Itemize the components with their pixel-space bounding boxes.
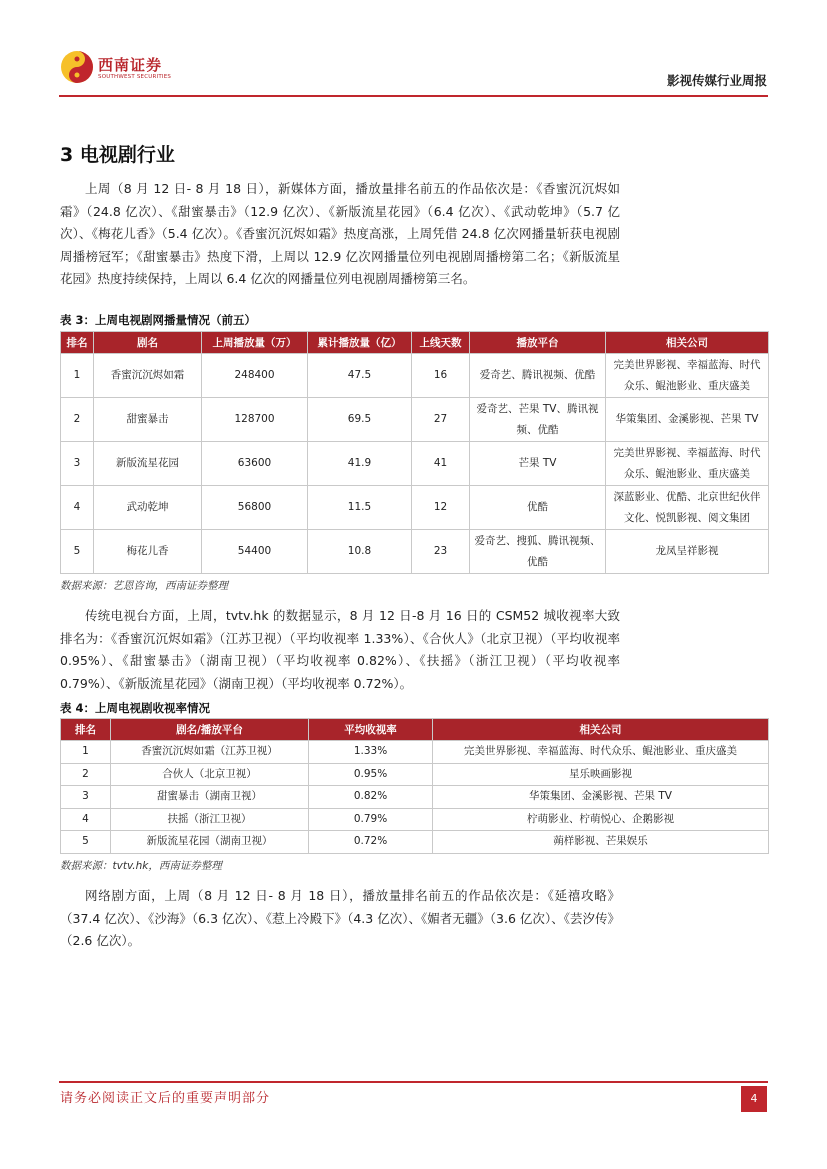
platform-cell: 爱奇艺、芒果 TV、腾讯视频、优酷 [470, 398, 606, 442]
header-cell: 平均收视率 [309, 719, 433, 741]
table-web-views [60, 331, 769, 574]
header-cell: 累计播放量（亿） [308, 332, 412, 354]
company-cell: 龙凤呈祥影视 [606, 530, 769, 574]
header-cell: 上线天数 [412, 332, 470, 354]
total-views-cell: 47.5 [308, 354, 412, 398]
total-views-cell: 41.9 [308, 442, 412, 486]
days-cell: 16 [412, 354, 470, 398]
logo-text-cn: 西南证券 [98, 56, 163, 74]
logo-text-en: SOUTHWEST SECURITIES [98, 74, 172, 80]
table4-source: 数据来源：tvtv.hk，西南证券整理 [60, 860, 222, 872]
title-cell: 合伙人（北京卫视） [111, 763, 309, 786]
rank-cell: 5 [61, 831, 111, 854]
weekly-views-cell: 63600 [202, 442, 308, 486]
company-cell: 星乐映画影视 [433, 763, 769, 786]
title-cell: 新版流星花园 [94, 442, 202, 486]
table-row [61, 486, 769, 530]
footer-disclaimer: 请务必阅读正文后的重要声明部分 [60, 1091, 271, 1106]
rating-cell: 0.79% [309, 808, 433, 831]
table-tv-ratings [60, 718, 769, 854]
rank-cell: 4 [61, 808, 111, 831]
paragraph-tv-ratings: 传统电视台方面，上周，tvtv.hk 的数据显示，8 月 12 日-8 月 16 日的 CSM52 城收视率大致排名为：《香蜜沉沉烬如霜》（江苏卫视）（平均收视率 1.33%）、《合伙人》（北京卫视）（平均收视率 0.95%）、《甜蜜暴击》（湖南卫视）（平均收视率 0.82%）、《扶摇》（浙江卫视）（平均收视率 0.79%）、《新版流星花园》（湖南卫视）（平均收视率 0.72%）。 [60, 608, 620, 691]
table-row [61, 398, 769, 442]
table-row [61, 808, 769, 831]
header-cell: 播放平台 [470, 332, 606, 354]
total-views-cell: 11.5 [308, 486, 412, 530]
weekly-views-cell: 248400 [202, 354, 308, 398]
rank-cell: 4 [61, 486, 94, 530]
section-title: 3 电视剧行业 [60, 144, 175, 166]
title-cell: 甜蜜暴击 [94, 398, 202, 442]
title-cell: 扶摇（浙江卫视） [111, 808, 309, 831]
company-cell: 完美世界影视、幸福蓝海、时代众乐、鲲池影业、重庆盛美 [606, 354, 769, 398]
platform-cell: 爱奇艺、搜狐、腾讯视频、优酷 [470, 530, 606, 574]
table-header-row [61, 332, 769, 354]
title-cell: 新版流星花园（湖南卫视） [111, 831, 309, 854]
rating-cell: 0.82% [309, 786, 433, 809]
header-cell: 相关公司 [433, 719, 769, 741]
rank-cell: 5 [61, 530, 94, 574]
weekly-views-cell: 54400 [202, 530, 308, 574]
header-cell: 相关公司 [606, 332, 769, 354]
rank-cell: 2 [61, 763, 111, 786]
title-cell: 武动乾坤 [94, 486, 202, 530]
table4-caption: 表 4：上周电视剧收视率情况 [60, 701, 211, 715]
header-cell: 排名 [61, 332, 94, 354]
report-title: 影视传媒行业周报 [666, 73, 767, 88]
company-cell: 华策集团、金溪影视、芒果 TV [606, 398, 769, 442]
title-cell: 香蜜沉沉烬如霜 [94, 354, 202, 398]
days-cell: 41 [412, 442, 470, 486]
page-number: 4 [741, 1086, 767, 1112]
table-row [61, 354, 769, 398]
table3-source: 数据来源：艺恩咨询，西南证券整理 [60, 580, 228, 592]
table-header-row [61, 719, 769, 741]
company-logo [60, 48, 180, 88]
platform-cell: 芒果 TV [470, 442, 606, 486]
company-cell: 柠萌影业、柠萌悦心、企鹅影视 [433, 808, 769, 831]
table-row [61, 763, 769, 786]
rating-cell: 0.72% [309, 831, 433, 854]
days-cell: 12 [412, 486, 470, 530]
rank-cell: 2 [61, 398, 94, 442]
header-cell: 剧名/播放平台 [111, 719, 309, 741]
header-divider [59, 95, 768, 97]
company-cell: 完美世界影视、幸福蓝海、时代众乐、鲲池影业、重庆盛美 [433, 741, 769, 764]
rating-cell: 1.33% [309, 741, 433, 764]
days-cell: 23 [412, 530, 470, 574]
title-cell: 梅花儿香 [94, 530, 202, 574]
rank-cell: 1 [61, 741, 111, 764]
rank-cell: 1 [61, 354, 94, 398]
rating-cell: 0.95% [309, 763, 433, 786]
days-cell: 27 [412, 398, 470, 442]
rank-cell: 3 [61, 786, 111, 809]
company-cell: 蒴样影视、芒果娱乐 [433, 831, 769, 854]
paragraph-web-series: 网络剧方面，上周（8 月 12 日- 8 月 18 日），播放量排名前五的作品依次是：《延禧攻略》（37.4 亿次）、《沙海》（6.3 亿次）、《惹上冷殿下》（4.3 亿次）、《媚者无疆》（3.6 亿次）、《芸汐传》（2.6 亿次）。 [60, 888, 620, 948]
logo-emblem-icon [60, 50, 94, 84]
weekly-views-cell: 56800 [202, 486, 308, 530]
title-cell: 甜蜜暴击（湖南卫视） [111, 786, 309, 809]
table3-caption: 表 3：上周电视剧网播量情况（前五） [60, 313, 257, 327]
company-cell: 华策集团、金溪影视、芒果 TV [433, 786, 769, 809]
table-row [61, 741, 769, 764]
rank-cell: 3 [61, 442, 94, 486]
company-cell: 完美世界影视、幸福蓝海、时代众乐、鲲池影业、重庆盛美 [606, 442, 769, 486]
total-views-cell: 69.5 [308, 398, 412, 442]
footer-divider [59, 1081, 768, 1083]
header-cell: 剧名 [94, 332, 202, 354]
paragraph-new-media: 上周（8 月 12 日- 8 月 18 日），新媒体方面，播放量排名前五的作品依次是：《香蜜沉沉烬如霜》（24.8 亿次）、《甜蜜暴击》（12.9 亿次）、《新版流星花园》（6.4 亿次）、《武动乾坤》（5.7 亿次）、《梅花儿香》（5.4 亿次）。《香蜜沉沉烬如霜》热度高涨，上周凭借 24.8 亿次网播量斩获电视剧周播榜冠军；《甜蜜暴击》热度下滑，上周以 12.9 亿次网播量位列电视剧周播榜第二名；《新版流星花园》热度持续保持，上周以 6.4 亿次的网播量位列电视剧周播榜第三名。 [60, 181, 620, 286]
table-row [61, 442, 769, 486]
company-cell: 深蓝影业、优酷、北京世纪伙伴文化、悦凯影视、阅文集团 [606, 486, 769, 530]
platform-cell: 爱奇艺、腾讯视频、优酷 [470, 354, 606, 398]
total-views-cell: 10.8 [308, 530, 412, 574]
table-row [61, 530, 769, 574]
title-cell: 香蜜沉沉烬如霜（江苏卫视） [111, 741, 309, 764]
header-cell: 排名 [61, 719, 111, 741]
table-row [61, 831, 769, 854]
header-cell: 上周播放量（万） [202, 332, 308, 354]
weekly-views-cell: 128700 [202, 398, 308, 442]
table-row [61, 786, 769, 809]
platform-cell: 优酷 [470, 486, 606, 530]
